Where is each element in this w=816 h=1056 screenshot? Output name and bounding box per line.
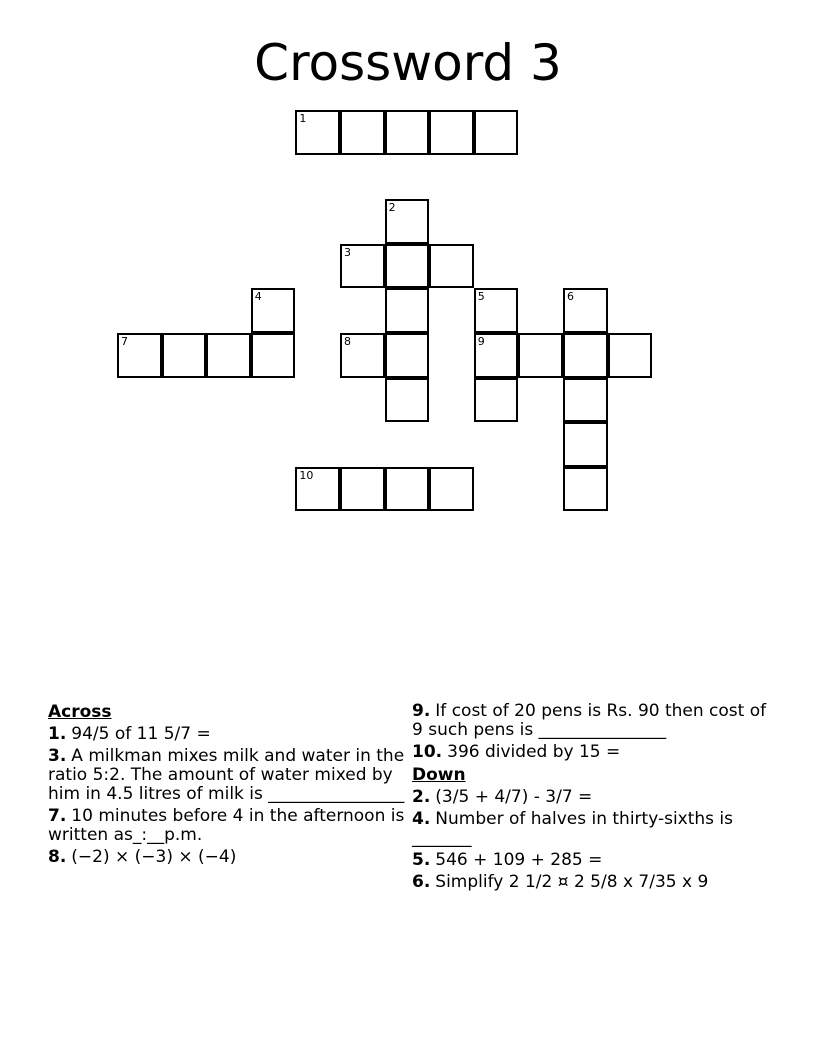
grid-cell[interactable]	[429, 244, 474, 289]
cell-number: 9	[477, 335, 485, 348]
clue-across-7	[48, 807, 408, 845]
clue-number: 5.	[412, 850, 431, 870]
cell-number: 8	[344, 335, 351, 348]
clue-down-4	[412, 810, 772, 848]
grid-cell[interactable]	[385, 110, 430, 155]
cell-number: 4	[254, 290, 262, 304]
clue-text: Simplify 2 1/2 ¤ 2 5/8 x 7/35 x 9	[435, 872, 709, 892]
down-heading: Down	[412, 765, 466, 785]
clue-across-9	[412, 702, 772, 740]
grid-cell[interactable]	[563, 467, 608, 512]
grid-cell[interactable]	[518, 333, 563, 378]
clue-across-1	[48, 725, 408, 744]
cell-number: 1	[299, 112, 307, 125]
grid-cell[interactable]	[340, 244, 385, 289]
grid-cell[interactable]	[563, 333, 608, 378]
grid-cell[interactable]	[385, 333, 430, 378]
clue-text: (3/5 + 4/7) - 3/7 =	[435, 787, 593, 807]
clue-text: 546 + 109 + 285 =	[435, 850, 603, 870]
clue-across-8	[48, 848, 408, 867]
clue-number: 4.	[412, 809, 431, 829]
cell-number: 2	[388, 201, 396, 215]
clue-text: (−2) × (−3) × (−4)	[71, 847, 237, 867]
grid-cell[interactable]	[385, 199, 430, 244]
grid-cell[interactable]	[385, 467, 430, 512]
grid-cell[interactable]	[474, 110, 519, 155]
grid-cell[interactable]	[251, 333, 296, 378]
grid-cell[interactable]	[340, 333, 385, 378]
grid-cell[interactable]	[206, 333, 251, 378]
grid-cell[interactable]	[563, 422, 608, 467]
clue-text: If cost of 20 pens is Rs. 90 then cost of 9 such pens is _______________	[412, 701, 767, 740]
cell-number: 6	[567, 290, 574, 304]
clue-number: 6.	[412, 872, 431, 892]
cell-number: 7	[121, 335, 128, 348]
clue-number: 2.	[412, 787, 431, 807]
grid-cell[interactable]	[295, 467, 340, 512]
clue-number: 3.	[48, 746, 67, 766]
grid-cell[interactable]	[429, 110, 474, 155]
grid-cell[interactable]	[563, 378, 608, 423]
clue-number: 1.	[48, 724, 67, 744]
clues-right-column	[412, 702, 772, 895]
grid-cell[interactable]	[385, 244, 430, 289]
grid-cell[interactable]	[474, 333, 519, 378]
grid-cell[interactable]	[474, 288, 519, 333]
cell-number: 10	[299, 468, 314, 482]
clue-text: 94/5 of 11 5/7 =	[71, 724, 211, 744]
clue-text: Number of halves in thirty-sixths is _______	[412, 809, 734, 848]
clue-text: A milkman mixes milk and water in the ratio 5:2. The amount of water mixed by him in 4.5 litres of milk is ________________	[48, 746, 405, 804]
grid-cell[interactable]	[474, 378, 519, 423]
page-title: Crossword 3	[254, 34, 562, 92]
clue-across-10	[412, 743, 772, 762]
cell-number: 5	[477, 290, 485, 304]
grid-cell[interactable]	[385, 288, 430, 333]
grid-cell[interactable]	[608, 333, 653, 378]
across-heading: Across	[48, 702, 112, 722]
clue-number: 9.	[412, 701, 431, 721]
clue-number: 7.	[48, 806, 67, 826]
clue-down-2	[412, 788, 772, 807]
clue-across-3	[48, 747, 408, 804]
cell-number: 3	[344, 245, 351, 259]
clue-text: 10 minutes before 4 in the afternoon is written as_:__p.m.	[48, 806, 405, 845]
grid-cell[interactable]	[340, 467, 385, 512]
grid-cell[interactable]	[117, 333, 162, 378]
grid-cell[interactable]	[385, 378, 430, 423]
grid-cell[interactable]	[251, 288, 296, 333]
grid-cell[interactable]	[340, 110, 385, 155]
clue-number: 8.	[48, 847, 67, 867]
clue-down-6	[412, 873, 772, 892]
grid-cell[interactable]	[162, 333, 207, 378]
clue-number: 10.	[412, 742, 443, 762]
grid-cell[interactable]	[429, 467, 474, 512]
clues-left-column	[48, 702, 408, 870]
grid-cell[interactable]	[563, 288, 608, 333]
clue-text: 396 divided by 15 =	[447, 742, 621, 762]
clue-down-5	[412, 851, 772, 870]
grid-cell[interactable]	[295, 110, 340, 155]
